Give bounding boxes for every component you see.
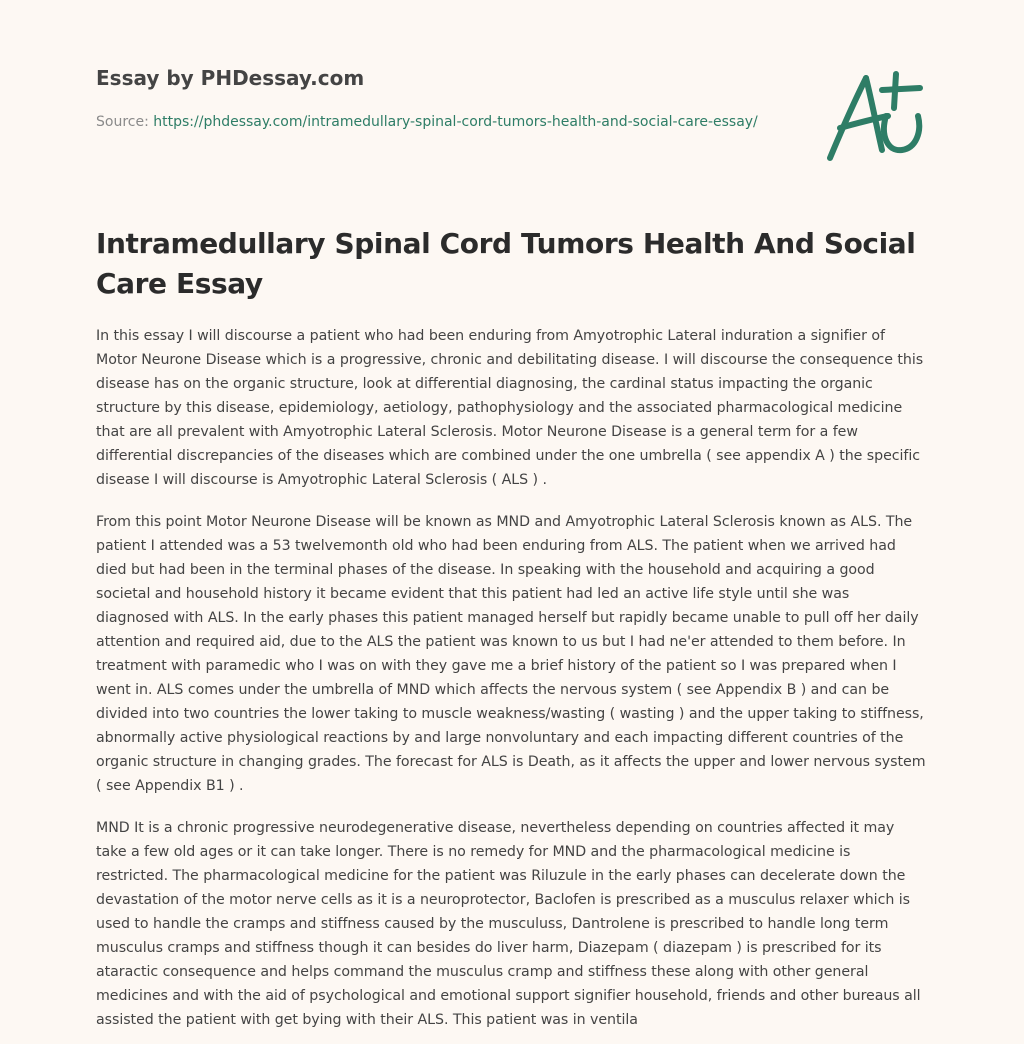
a-plus-grade-icon [822,68,928,164]
source-line [96,111,776,133]
essay-title: Intramedullary Spinal Cord Tumors Health And Social Care Essay [96,227,916,300]
site-title: Essay by PHDessay.com [96,66,365,90]
source-label: Source: [96,114,154,130]
essay-paragraph: From this point Motor Neurone Disease will be known as MND and Amyotrophic Lateral Sclerosis known as ALS. The patient I attended was a 53 twelvemonth old who had been enduring from ALS. The patient when we arrived had died but had been in the terminal phases of the disease. In speaking with the household and acquiring a good societal and household history it became evident that this patient had led an active life style until she was diagnosed with ALS. In the early phases this patient managed herself but rapidly became unable to pull off her daily attention and required aid, due to the ALS the patient was known to us but I had ne'er attended to them before. In treatment with paramedic who I was on with they gave me a brief history of the patient so I was prepared when I went in. ALS comes under the umbrella of MND which affects the nervous system ( see Appendix B ) and can be divided into two countries the lower taking to muscle weakness/wasting ( wasting ) and the upper taking to stiffness, abnormally active physiological reactions by and large nonvoluntary and each impacting different countries of the organic structure in changing grades. The forecast for ALS is Death, as it affects the upper and lower nervous system ( see Appendix B1 ) . [96,514,926,794]
source-link[interactable]: https://phdessay.com/intramedullary-spinal-cord-tumors-health-and-social-care-essay/ [153,114,758,130]
essay-paragraph: MND It is a chronic progressive neurodegenerative disease, nevertheless depending on countries affected it may take a few old ages or it can take longer. There is no remedy for MND and the pharmacological medicine is restricted. The pharmacological medicine for the patient was Riluzule in the early phases can decelerate down the devastation of the motor nerve cells as it is a neuroprotector, Baclofen is prescribed as a musculus relaxer which is used to handle the cramps and stiffness caused by the musculuss, Dantrolene is prescribed to handle long term musculus cramps and stiffness though it can besides do liver harm, Diazepam ( diazepam ) is prescribed for its ataractic consequence and helps command the musculus cramp and stiffness these along with other general medicines and with the aid of psychological and emotional support signifier household, friends and other bureaus all assisted the patient with get bying with their ALS. This patient was in ventila [96,820,921,1028]
essay-paragraph: In this essay I will discourse a patient who had been enduring from Amyotrophic Lateral induration a signifier of Motor Neurone Disease which is a progressive, chronic and debilitating disease. I will discourse the consequence this disease has on the organic structure, look at differential diagnosing, the cardinal status impacting the organic structure by this disease, epidemiology, aetiology, pathophysiology and the associated pharmacological medicine that are all prevalent with Amyotrophic Lateral Sclerosis. Motor Neurone Disease is a general term for a few differential discrepancies of the diseases which are combined under the one umbrella ( see appendix A ) the specific disease I will discourse is Amyotrophic Lateral Sclerosis ( ALS ) . [96,328,924,488]
page-header [96,64,796,133]
essay-body [96,324,926,1044]
